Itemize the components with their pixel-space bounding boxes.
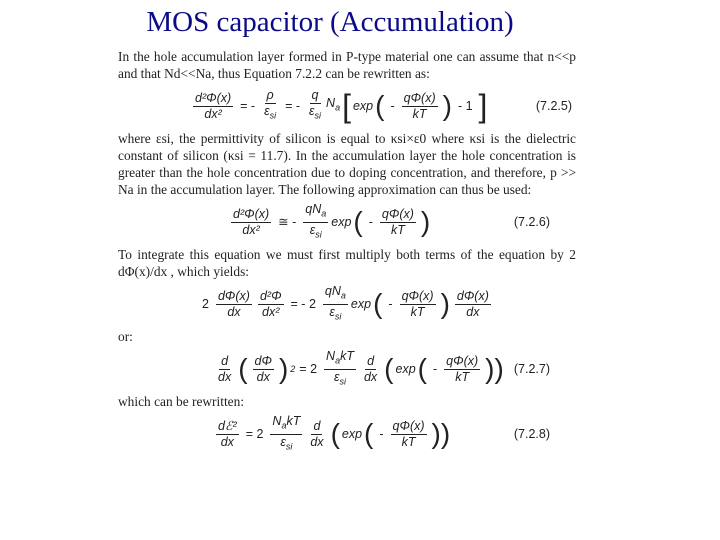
equation-multiplied: 2 $\frac{d\Phi(x)}{dx}$ $\frac{\text{d²Φ}}{\text{dx²}}$ = - 2 $\frac{qN_a}{\varepsilon_{si}}$ exp ( - $\frac{q\Phi(x)}{kT}$ ) $\frac{d\Phi(x)}{dx}$ — [202, 284, 489, 321]
equation-number: (7.2.6) — [513, 214, 550, 229]
paragraph-rewritten: which can be rewritten: — [118, 394, 245, 409]
equation-number: (7.2.7) — [513, 361, 550, 376]
page-title: MOS capacitor (Accumulation) — [146, 6, 514, 38]
paragraph-permittivity: where εsi, the permittivity of silicon is equal to κsi×ε0 where κsi is the dielectric constant of silicon (κsi = 11.7). In the accumulation layer the hole concentration is greater than the hole concentration due to doping concentration, and therefore, p >> Na in the accumulation layer. The following approximation can thus be used: — [118, 131, 576, 197]
equation-7-2-6: $\frac{\text{d²Φ(x)}}{\text{dx²}}$ ≅ - $\frac{qN_a}{\varepsilon_{si}}$ exp ( - $\frac{q\Phi(x)}{kT}$ ) (7.2.6) — [233, 202, 550, 239]
document-body — [118, 48, 576, 458]
paragraph-integrate: To integrate this equation we must first multiply both terms of the equation by 2 dΦ(x)/dx , which yields: — [118, 247, 576, 279]
paragraph-or: or: — [118, 329, 133, 344]
paragraph-intro: In the hole accumulation layer formed in P-type material one can assume that n<<p and that Nd<<Na, thus Equation 7.2.2 can be rewritten as: — [118, 49, 576, 81]
equation-7-2-8: $\frac{\text{dℰ²}}{dx}$ = 2 $\frac{N_akT}{\varepsilon_{si}}$ $\frac{d}{dx}$ ( exp ( - $\frac{q\Phi(x)}{kT}$ )) (7.2.8) — [218, 414, 550, 451]
equation-number: (7.2.5) — [535, 98, 572, 113]
equation-number: (7.2.8) — [513, 426, 550, 441]
equation-7-2-5: $\frac{\text{d²Φ(x)}}{\text{dx²}}$ = - $\frac{\rho}{\varepsilon_{si}}$ = - $\frac{q}{\varepsilon_{si}}$ $N_a$ [ exp ( - $\frac{q\Phi(x)}{kT}$ ) - 1 ] (7.2.5) — [195, 88, 572, 124]
equation-7-2-7: $\frac{d}{dx}$ ( $\frac{d\Phi}{dx}$ ) 2 = 2 $\frac{N_akT}{\varepsilon_{si}}$ $\frac{d}{dx}$ ( exp ( - $\frac{q\Phi(x)}{kT}$ )) (7.2.7) — [218, 349, 550, 386]
